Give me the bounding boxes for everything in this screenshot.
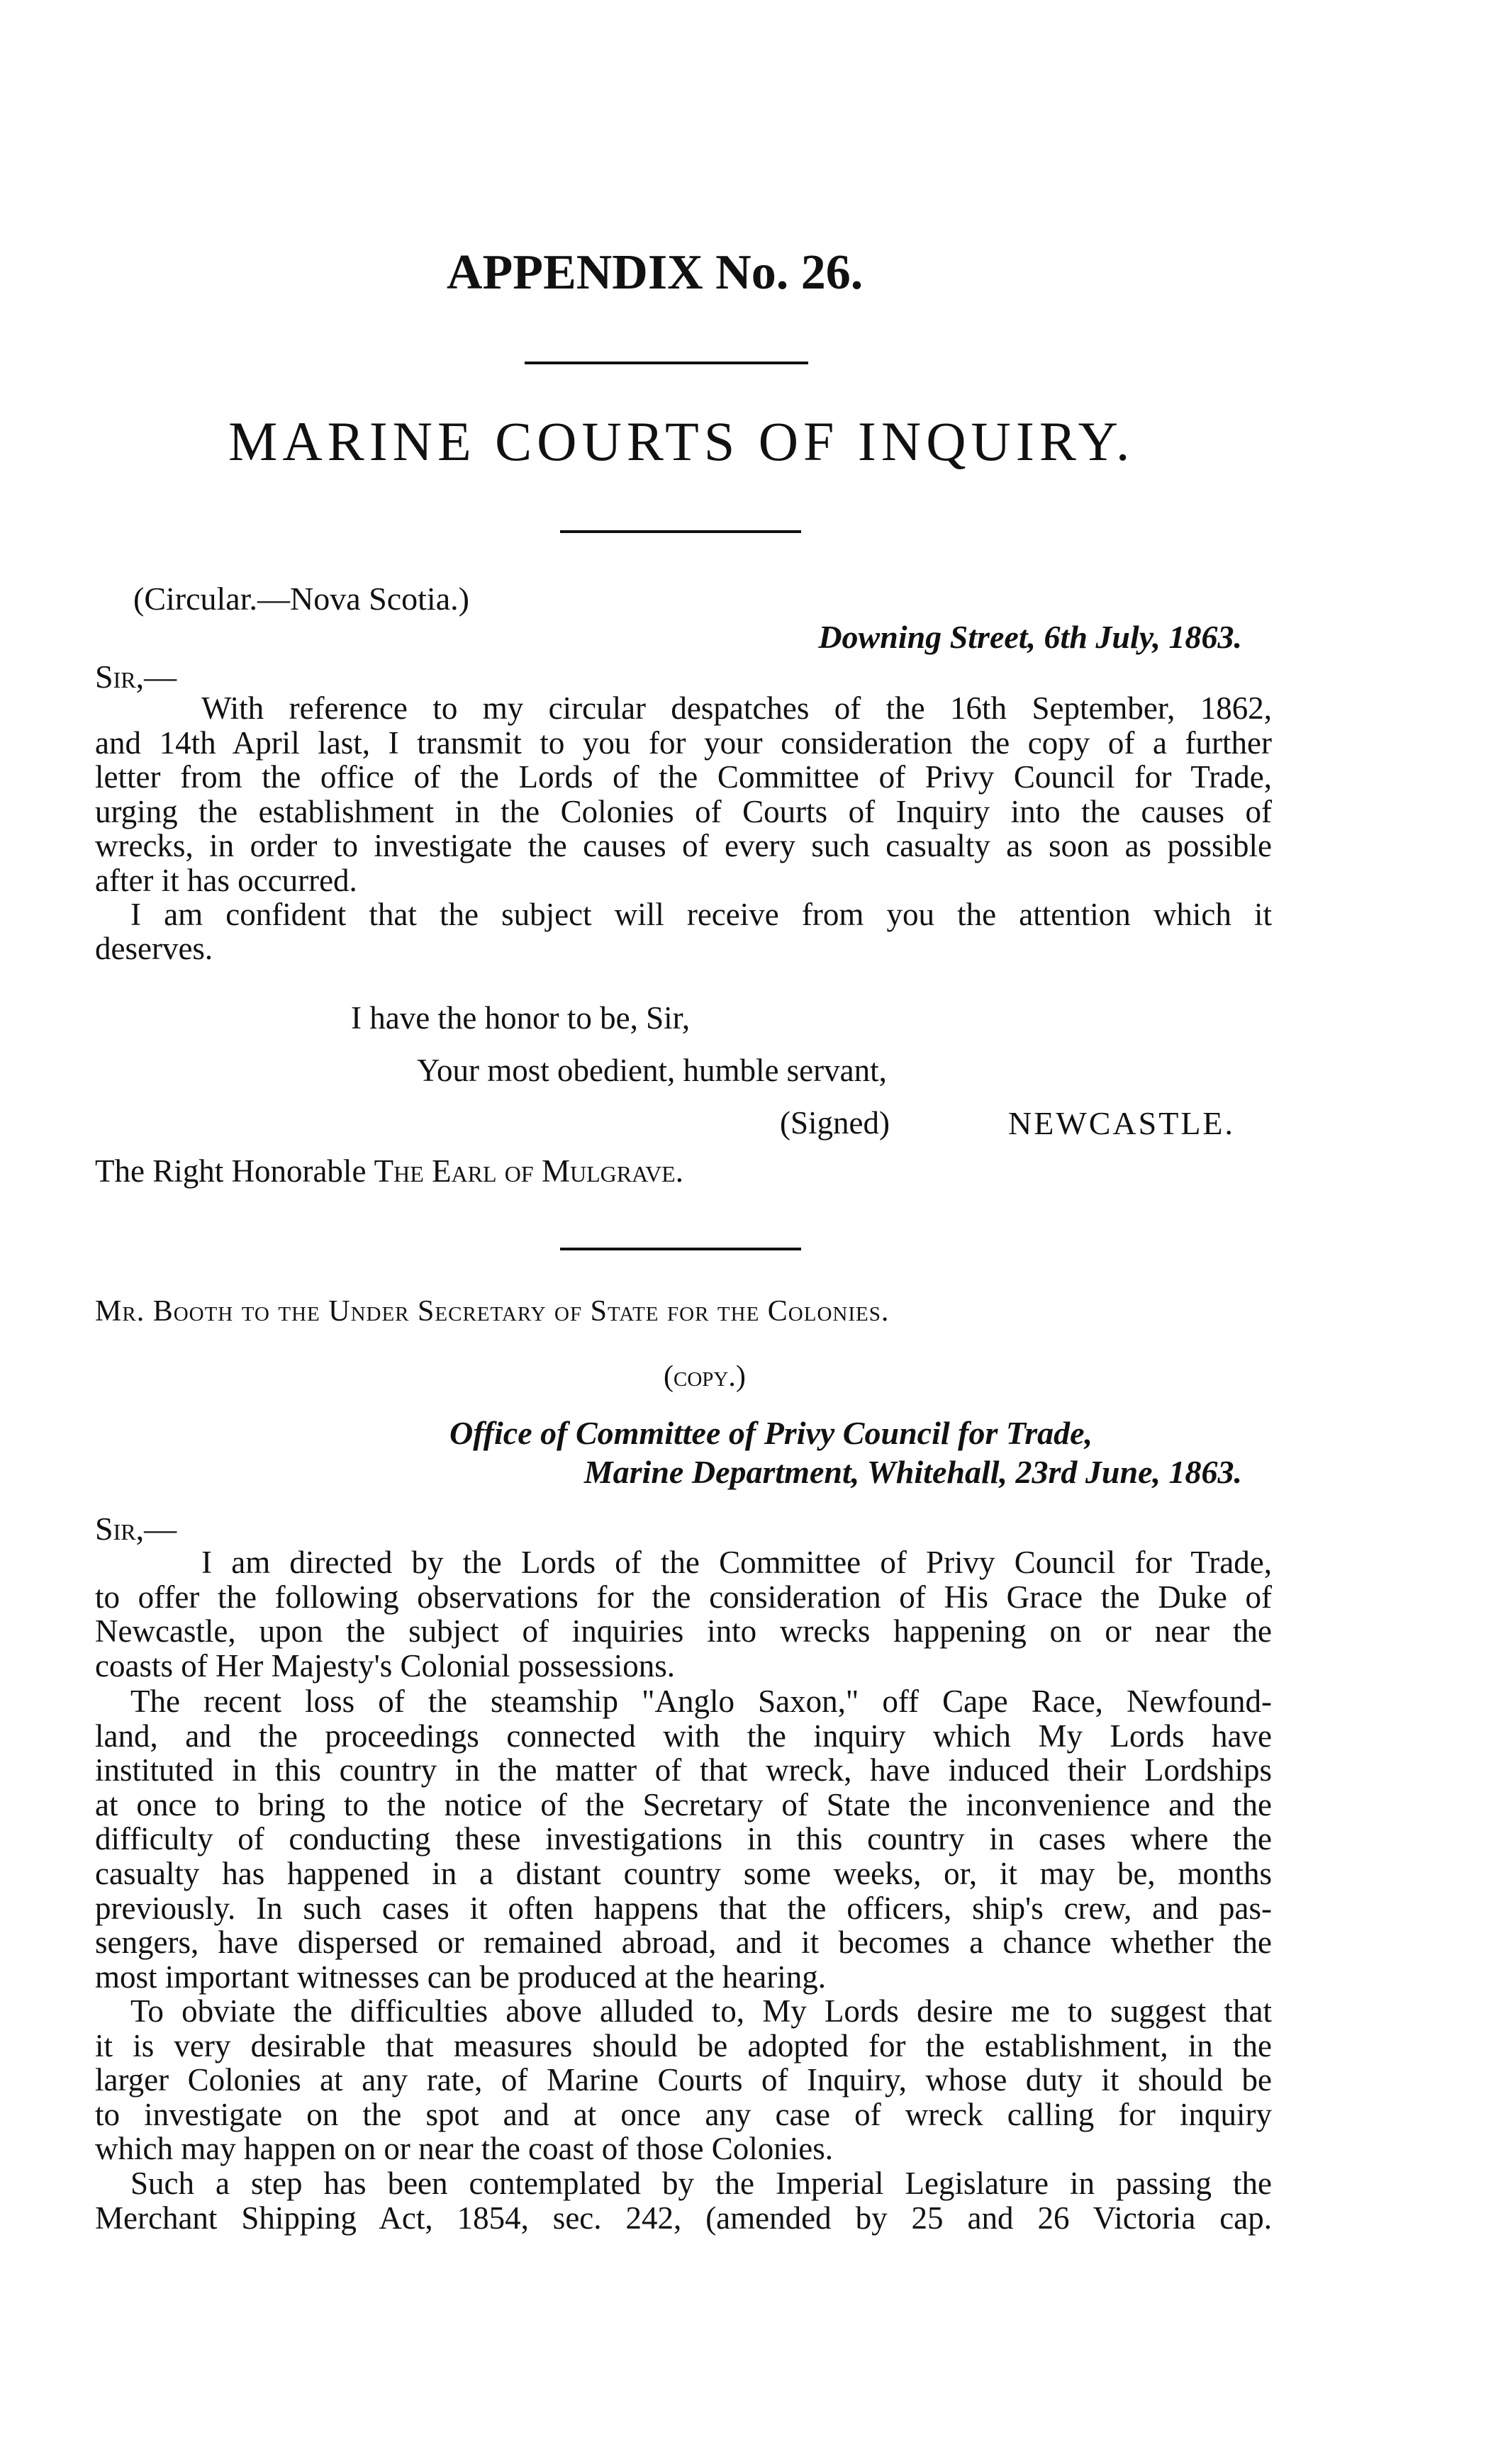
letter-paragraph-1 <box>95 1545 1272 1580</box>
letter-paragraph-1-cont <box>95 1580 1272 1649</box>
text-line: Newcastle, upon the subject of inquiries into wrecks happening on or near the <box>95 1613 1272 1650</box>
text-line: With reference to my circular despatches of the 16th September, 1862, <box>201 690 1272 726</box>
text-line: wrecks, in order to investigate the causes of every such casualty as soon as possible <box>95 828 1272 864</box>
text-line: and 14th April last, I transmit to you for your consideration the copy of a further <box>95 724 1272 761</box>
addressee-name: The Earl of Mulgrave. <box>374 1153 683 1189</box>
text-line: instituted in this country in the matter of that wreck, have induced their Lordships <box>95 1752 1272 1788</box>
letter-salutation: Sir,— <box>95 1511 177 1547</box>
heading-rule-bottom <box>560 530 801 533</box>
letter-paragraph-3-end <box>95 2132 1272 2166</box>
text-line: after it has occurred. <box>95 863 357 898</box>
addressee-prefix: The Right Honorable <box>95 1153 367 1189</box>
circular-place-date: Downing Street, 6th July, 1863. <box>818 619 1242 655</box>
text-line: To obviate the difficulties above alluded to, My Lords desire me to suggest that <box>130 1993 1272 2029</box>
circular-paragraph-1-end <box>95 863 1272 898</box>
text-line: coasts of Her Majesty's Colonial possessions. <box>95 1647 676 1684</box>
circular-salutation: Sir,— <box>95 659 177 695</box>
letter-header: Mr. Booth to the Under Secretary of State for the Colonies. <box>95 1295 890 1328</box>
circular-label: (Circular.—Nova Scotia.) <box>133 581 469 617</box>
circular-paragraph-1-cont <box>95 726 1272 863</box>
text-line: I am directed by the Lords of the Committee of Privy Council for Trade, <box>201 1545 1272 1580</box>
letter-paragraph-4 <box>95 2166 1272 2235</box>
addressee <box>95 1153 683 1189</box>
text-line: urging the establishment in the Colonies of Courts of Inquiry into the causes of <box>95 793 1272 829</box>
signer-name: NEWCASTLE. <box>1008 1105 1236 1141</box>
closing-line-1: I have the honor to be, Sir, <box>351 1000 691 1036</box>
circular-paragraph-2-end <box>95 931 1272 966</box>
text-line: most important witnesses can be produced at the hearing. <box>95 1959 826 1995</box>
text-line: deserves. <box>95 931 213 966</box>
page-title: MARINE COURTS OF INQUIRY. <box>228 410 1135 472</box>
circular-paragraph-2 <box>95 897 1272 932</box>
letter-paragraph-2 <box>95 1684 1272 1960</box>
signed-label: (Signed) <box>780 1105 890 1141</box>
text-line: it is very desirable that measures should be adopted for the establishment, in the <box>95 2027 1272 2063</box>
heading-rule-top <box>525 362 808 364</box>
text-line: previously. In such cases it often happens that the officers, ship's crew, and pas- <box>95 1890 1272 1926</box>
circular-paragraph-1 <box>95 691 1272 726</box>
text-line: to offer the following observations for the consideration of His Grace the Duke of <box>95 1579 1272 1615</box>
text-line: I am confident that the subject will receive from you the attention which it <box>130 897 1272 932</box>
office-line-1: Office of Committee of Privy Council for Trade, <box>449 1415 1093 1451</box>
text-line: Merchant Shipping Act, 1854, sec. 242, (amended by 25 and 26 Victoria cap. <box>95 2200 1272 2236</box>
text-line: at once to bring to the notice of the Secretary of State the inconvenience and the <box>95 1786 1272 1822</box>
text-line: casualty has happened in a distant country some weeks, or, it may be, months <box>95 1855 1272 1891</box>
text-line: to investigate on the spot and at once any case of wreck calling for inquiry <box>95 2096 1272 2132</box>
letter-paragraph-2-end <box>95 1960 1272 1995</box>
section-rule <box>560 1248 801 1250</box>
text-line: letter from the office of the Lords of the Committee of Privy Council for Trade, <box>95 759 1272 795</box>
text-line: The recent loss of the steamship "Anglo Saxon," off Cape Race, Newfound- <box>130 1684 1272 1719</box>
text-line: difficulty of conducting these investigations in this country in cases where the <box>95 1821 1272 1857</box>
closing-line-2: Your most obedient, humble servant, <box>417 1053 887 1088</box>
text-line: Such a step has been contemplated by the Imperial Legislature in passing the <box>130 2166 1272 2201</box>
text-line: sengers, have dispersed or remained abroad, and it becomes a chance whether the <box>95 1925 1272 1961</box>
office-line-2: Marine Department, Whitehall, 23rd June, 1863. <box>583 1454 1242 1490</box>
letter-paragraph-3 <box>95 1994 1272 2132</box>
text-line: larger Colonies at any rate, of Marine Courts of Inquiry, whose duty it should be <box>95 2062 1272 2098</box>
text-line: land, and the proceedings connected with the inquiry which My Lords have <box>95 1718 1272 1754</box>
letter-paragraph-1-end <box>95 1649 1272 1684</box>
text-line: which may happen on or near the coast of those Colonies. <box>95 2131 833 2167</box>
appendix-heading: APPENDIX No. 26. <box>447 245 864 300</box>
copy-label: (copy.) <box>664 1360 746 1393</box>
